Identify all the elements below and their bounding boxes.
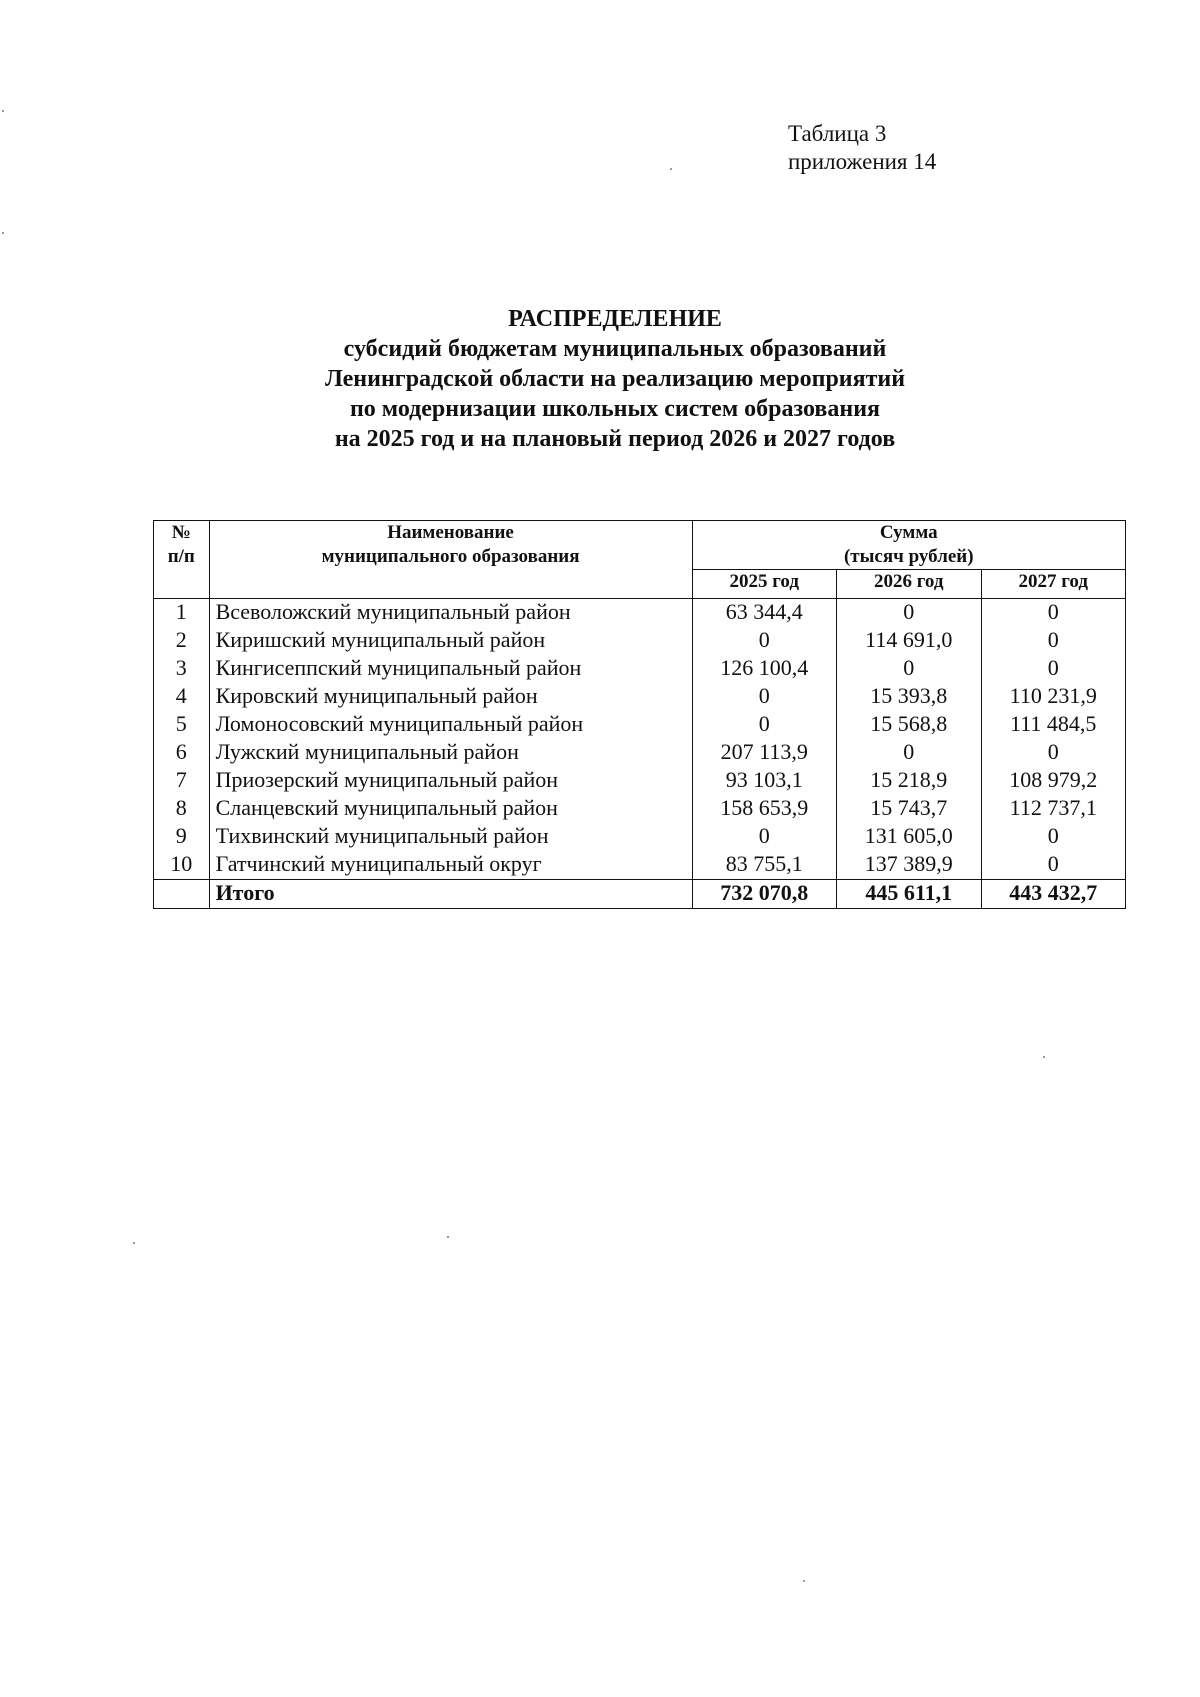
header-year-2025: 2025 год <box>692 570 836 599</box>
table-row <box>154 823 1126 851</box>
header-name <box>209 521 692 599</box>
row-value-2027: 0 <box>981 823 1126 851</box>
total-label: Итого <box>209 880 692 909</box>
row-value-2027: 110 231,9 <box>981 683 1126 711</box>
table-row <box>154 599 1126 628</box>
row-municipality: Гатчинский муниципальный округ <box>209 851 692 880</box>
row-municipality: Приозерский муниципальный район <box>209 767 692 795</box>
scan-speck <box>2 110 4 112</box>
row-value-2025: 0 <box>692 627 836 655</box>
row-number: 2 <box>154 627 210 655</box>
table-row <box>154 767 1126 795</box>
row-municipality: Кировский муниципальный район <box>209 683 692 711</box>
row-value-2025: 63 344,4 <box>692 599 836 628</box>
row-number: 9 <box>154 823 210 851</box>
row-value-2025: 126 100,4 <box>692 655 836 683</box>
header-sum-line-1: Сумма <box>879 522 938 543</box>
header-number-abbr: п/п <box>167 546 195 567</box>
row-value-2027: 0 <box>981 599 1126 628</box>
table-row <box>154 795 1126 823</box>
total-number-cell <box>154 880 210 909</box>
scan-speck <box>133 1242 135 1244</box>
title-line-3: по модернизации школьных систем образования <box>349 396 881 422</box>
header-name-line-2: муниципального образования <box>321 546 580 567</box>
scan-speck <box>803 1580 805 1582</box>
row-municipality: Всеволожский муниципальный район <box>209 599 692 628</box>
row-value-2025: 0 <box>692 683 836 711</box>
header-number <box>154 521 210 599</box>
row-value-2025: 0 <box>692 711 836 739</box>
header-number-symbol: № <box>171 522 191 543</box>
total-value-2027: 443 432,7 <box>981 880 1126 909</box>
row-value-2026: 137 389,9 <box>837 851 981 880</box>
table-row <box>154 851 1126 880</box>
total-value-2026: 445 611,1 <box>837 880 981 909</box>
row-number: 7 <box>154 767 210 795</box>
row-number: 1 <box>154 599 210 628</box>
attachment-note <box>788 120 936 176</box>
row-municipality: Киришский муниципальный район <box>209 627 692 655</box>
header-year-2026: 2026 год <box>837 570 981 599</box>
row-municipality: Сланцевский муниципальный район <box>209 795 692 823</box>
scan-speck <box>1043 1056 1045 1058</box>
row-municipality: Тихвинский муниципальный район <box>209 823 692 851</box>
row-value-2026: 0 <box>837 739 981 767</box>
scan-speck <box>2 232 4 234</box>
row-value-2025: 0 <box>692 823 836 851</box>
row-municipality: Ломоносовский муниципальный район <box>209 711 692 739</box>
attachment-table-label: Таблица 3 <box>788 121 887 146</box>
row-number: 5 <box>154 711 210 739</box>
header-year-2027: 2027 год <box>981 570 1126 599</box>
title-line-1: субсидий бюджетам муниципальных образований <box>343 336 887 362</box>
row-number: 4 <box>154 683 210 711</box>
document-title <box>150 304 1080 454</box>
row-number: 10 <box>154 851 210 880</box>
total-row <box>154 880 1126 909</box>
title-line-4: на 2025 год и на плановый период 2026 и 2027 годов <box>334 426 896 452</box>
row-value-2026: 15 743,7 <box>837 795 981 823</box>
table-row <box>154 739 1126 767</box>
distribution-table <box>153 520 1126 909</box>
table-row <box>154 711 1126 739</box>
row-value-2026: 15 218,9 <box>837 767 981 795</box>
row-value-2026: 15 568,8 <box>837 711 981 739</box>
row-value-2025: 207 113,9 <box>692 739 836 767</box>
row-value-2026: 114 691,0 <box>837 627 981 655</box>
row-value-2025: 93 103,1 <box>692 767 836 795</box>
row-value-2027: 0 <box>981 739 1126 767</box>
row-value-2026: 0 <box>837 655 981 683</box>
row-value-2025: 83 755,1 <box>692 851 836 880</box>
scan-speck <box>447 1236 449 1238</box>
row-value-2027: 0 <box>981 655 1126 683</box>
title-line-2: Ленинградской области на реализацию мероприятий <box>324 366 906 392</box>
row-value-2027: 112 737,1 <box>981 795 1126 823</box>
row-value-2027: 0 <box>981 851 1126 880</box>
total-value-2025: 732 070,8 <box>692 880 836 909</box>
header-sum <box>692 521 1125 570</box>
row-value-2026: 131 605,0 <box>837 823 981 851</box>
row-value-2025: 158 653,9 <box>692 795 836 823</box>
header-sum-line-2: (тысяч рублей) <box>843 546 974 567</box>
row-value-2027: 0 <box>981 627 1126 655</box>
row-value-2027: 108 979,2 <box>981 767 1126 795</box>
row-number: 6 <box>154 739 210 767</box>
table-row <box>154 627 1126 655</box>
scan-speck <box>670 168 672 170</box>
row-value-2026: 0 <box>837 599 981 628</box>
row-municipality: Лужский муниципальный район <box>209 739 692 767</box>
row-municipality: Кингисеппский муниципальный район <box>209 655 692 683</box>
row-number: 3 <box>154 655 210 683</box>
title-heading: РАСПРЕДЕЛЕНИЕ <box>508 306 722 332</box>
row-value-2027: 111 484,5 <box>981 711 1126 739</box>
header-name-line-1: Наименование <box>387 522 514 543</box>
row-value-2026: 15 393,8 <box>837 683 981 711</box>
table-row <box>154 655 1126 683</box>
table-row <box>154 683 1126 711</box>
row-number: 8 <box>154 795 210 823</box>
attachment-appendix-label: приложения 14 <box>788 149 937 174</box>
